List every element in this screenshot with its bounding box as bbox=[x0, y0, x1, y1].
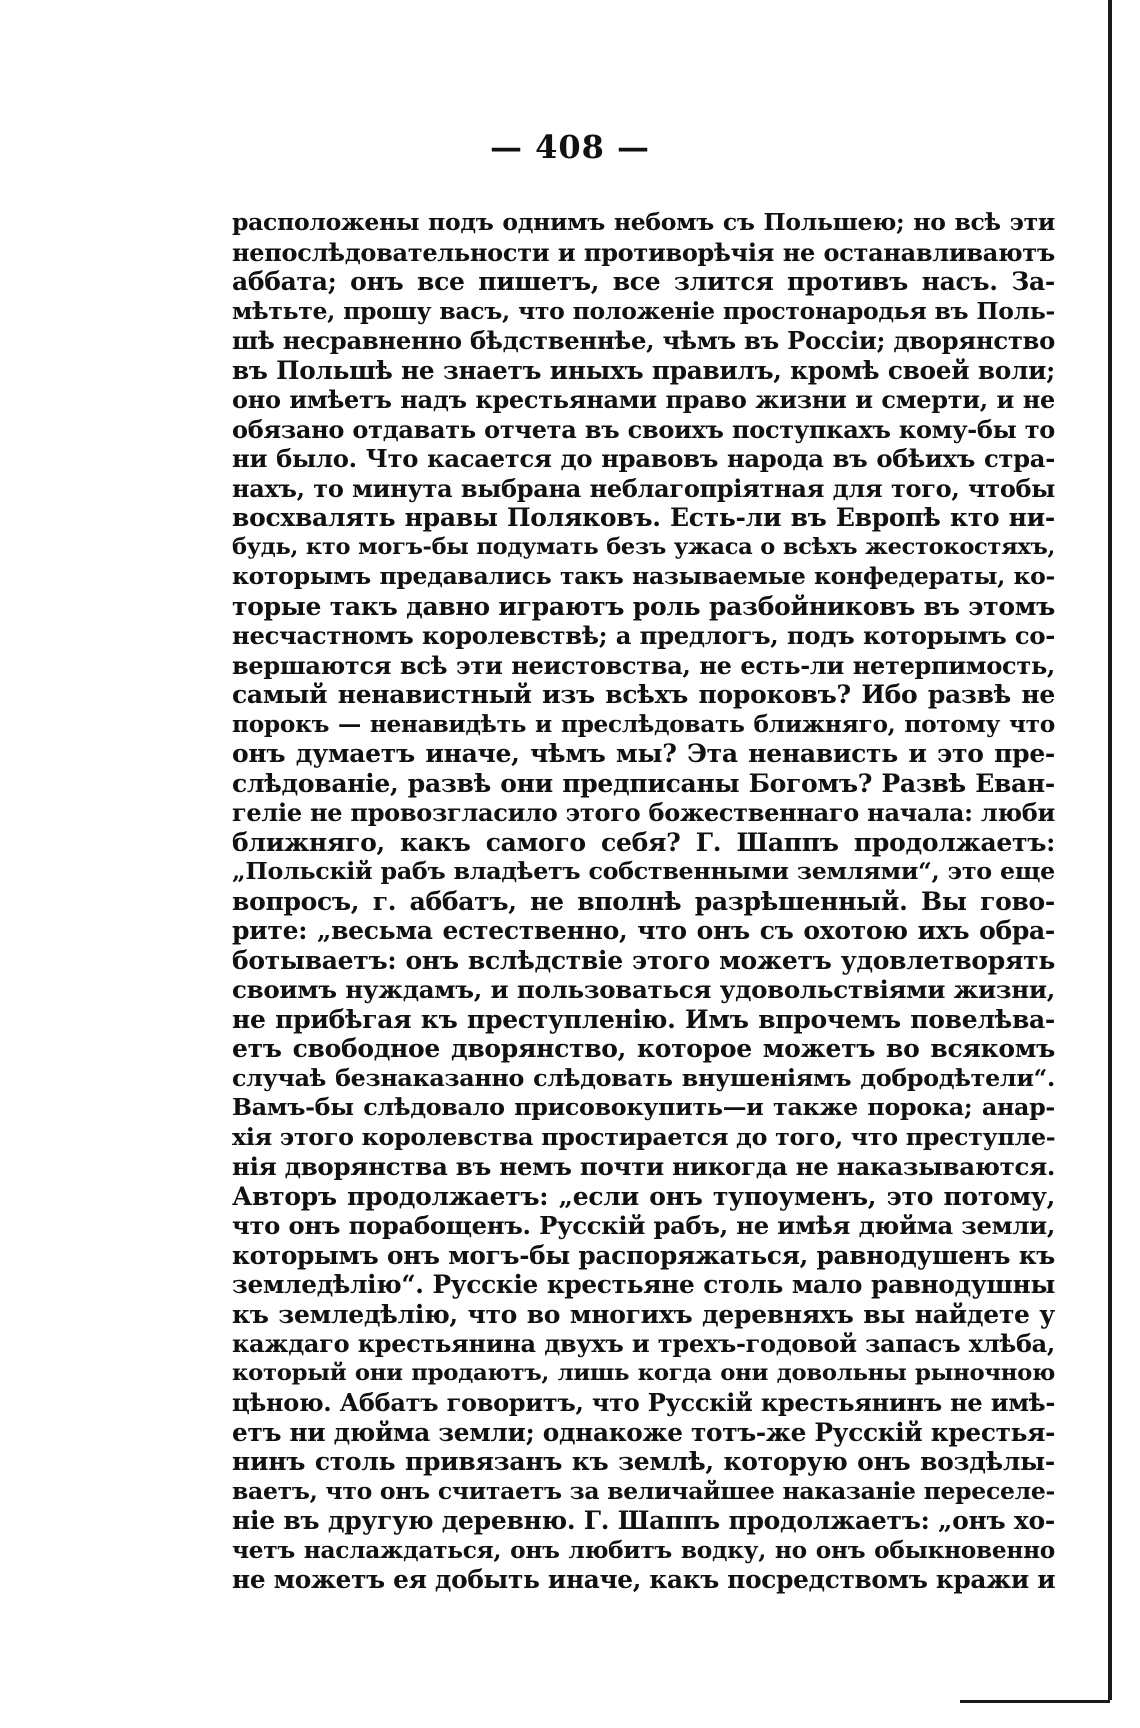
text-line: которымъ онъ могъ-бы распоряжаться, равнодушенъ къ bbox=[232, 1240, 1055, 1270]
text-line: нинъ столь привязанъ къ землѣ, которую онъ воздѣлы- bbox=[232, 1447, 1055, 1476]
text-line: будь, кто могъ-бы подумать безъ ужаса о всѣхъ жестокостяхъ, bbox=[232, 533, 1055, 560]
text-line: оно имѣетъ надъ крестьянами право жизни и смерти, и не bbox=[232, 385, 1055, 414]
text-line: въ Польшѣ не знаетъ иныхъ правилъ, кромѣ своей воли; bbox=[232, 355, 1055, 385]
text-line: рите: „весьма естественно, что онъ съ охотою ихъ обра- bbox=[232, 916, 1055, 945]
text-line: несчастномъ королевствѣ; а предлогъ, подъ которымъ со- bbox=[232, 621, 1055, 650]
text-line: которымъ предавались такъ называемые конфедераты, ко- bbox=[232, 562, 1055, 590]
text-line: земледѣлію“. Русскіе крестьяне столь мало равнодушны bbox=[232, 1270, 1055, 1299]
text-line: самый ненавистный изъ всѣхъ пороковъ? Ибо развѣ не bbox=[232, 680, 1055, 709]
text-line: ближняго, какъ самого себя? Г. Шаппъ продолжаетъ: bbox=[232, 827, 1055, 857]
text-line: ни было. Что касается до нравовъ народа въ обѣихъ стра- bbox=[232, 444, 1055, 473]
text-line: случаѣ безнаказанно слѣдовать внушеніямъ добродѣтели“. bbox=[232, 1063, 1055, 1092]
text-line: непослѣдовательности и противорѣчія не останавливаютъ bbox=[232, 237, 1055, 267]
text-line: торые такъ давно играютъ роль разбойниковъ въ этомъ bbox=[232, 591, 1055, 621]
text-line: слѣдованіе, развѣ они предписаны Богомъ? Развѣ Еван- bbox=[232, 768, 1055, 798]
text-line: аббата; онъ все пишетъ, все злится противъ насъ. За- bbox=[232, 267, 1055, 296]
text-line: мѣтьте, прошу васъ, что положеніе простонародья въ Поль- bbox=[232, 296, 1055, 325]
text-line: етъ ни дюйма земли; однакоже тотъ-же Русскій крестья- bbox=[232, 1417, 1056, 1447]
text-line: къ земледѣлію, что во многихъ деревняхъ вы найдете у bbox=[232, 1299, 1055, 1329]
text-line: расположены подъ однимъ небомъ съ Польшею; но всѣ эти bbox=[232, 208, 1055, 236]
text-line: вопросъ, г. аббатъ, не вполнѣ разрѣшенный. Вы гово- bbox=[232, 886, 1055, 916]
text-line: ваетъ, что онъ считаетъ за величайшее наказаніе переселе- bbox=[232, 1476, 1055, 1505]
text-line: хія этого королевства простирается до того, что преступле- bbox=[232, 1122, 1056, 1151]
page-number: — 408 — bbox=[489, 128, 651, 166]
text-line: обязано отдавать отчета въ своихъ поступкахъ кому-бы то bbox=[232, 414, 1055, 444]
text-line: своимъ нуждамъ, и пользоваться удовольствіями жизни, bbox=[232, 975, 1055, 1004]
text-line: не можетъ ея добыть иначе, какъ посредствомъ кражи и bbox=[232, 1565, 1056, 1594]
text-line: ніе въ другую деревню. Г. Шаппъ продолжаетъ: „онъ хо- bbox=[232, 1506, 1055, 1535]
text-line: „Польскій рабъ владѣетъ собственными землями“, это еще bbox=[232, 857, 1055, 885]
text-line: Вамъ-бы слѣдовало присовокупить—и также порока; анар- bbox=[232, 1093, 1055, 1121]
text-line: етъ свободное дворянство, которое можетъ во всякомъ bbox=[232, 1034, 1055, 1063]
text-line: нахъ, то минута выбрана неблагопріятная для того, чтобы bbox=[232, 473, 1055, 503]
body-text bbox=[232, 208, 1055, 1595]
text-line: который они продаютъ, лишь когда они довольны рыночною bbox=[232, 1359, 1055, 1386]
page-edge-rule bbox=[1108, 0, 1112, 1700]
text-line: Авторъ продолжаетъ: „если онъ тупоуменъ, это потому, bbox=[232, 1181, 1055, 1211]
text-line: вершаются всѣ эти неистовства, не есть-ли нетерпимость, bbox=[232, 650, 1055, 680]
text-line: не прибѣгая къ преступленію. Имъ впрочемъ повелѣва- bbox=[232, 1004, 1055, 1034]
text-line: геліе не провозгласило этого божественнаго начала: люби bbox=[232, 798, 1055, 827]
text-line: восхвалять нравы Поляковъ. Есть-ли въ Европѣ кто ни- bbox=[232, 503, 1055, 532]
text-line: онъ думаетъ иначе, чѣмъ мы? Эта ненависть и это пре- bbox=[232, 739, 1055, 768]
page-bottom-rule bbox=[960, 1700, 1110, 1703]
text-line: что онъ порабощенъ. Русскій рабъ, не имѣя дюйма земли, bbox=[232, 1211, 1055, 1240]
text-line: четъ наслаждаться, онъ любитъ водку, но онъ обыкновенно bbox=[232, 1536, 1055, 1564]
text-line: нія дворянства въ немъ почти никогда не наказываются. bbox=[232, 1152, 1056, 1181]
text-line: шѣ несравненно бѣдственнѣе, чѣмъ въ Россіи; дворянство bbox=[232, 326, 1055, 355]
text-line: порокъ — ненавидѣть и преслѣдовать ближняго, потому что bbox=[232, 710, 1055, 738]
text-line: цѣною. Аббатъ говоритъ, что Русскій крестьянинъ не имѣ- bbox=[232, 1388, 1055, 1417]
text-line: ботываетъ: онъ вслѣдствіе этого можетъ удовлетворять bbox=[232, 945, 1055, 975]
text-line: каждаго крестьянина двухъ и трехъ-годовой запасъ хлѣба, bbox=[232, 1329, 1055, 1358]
